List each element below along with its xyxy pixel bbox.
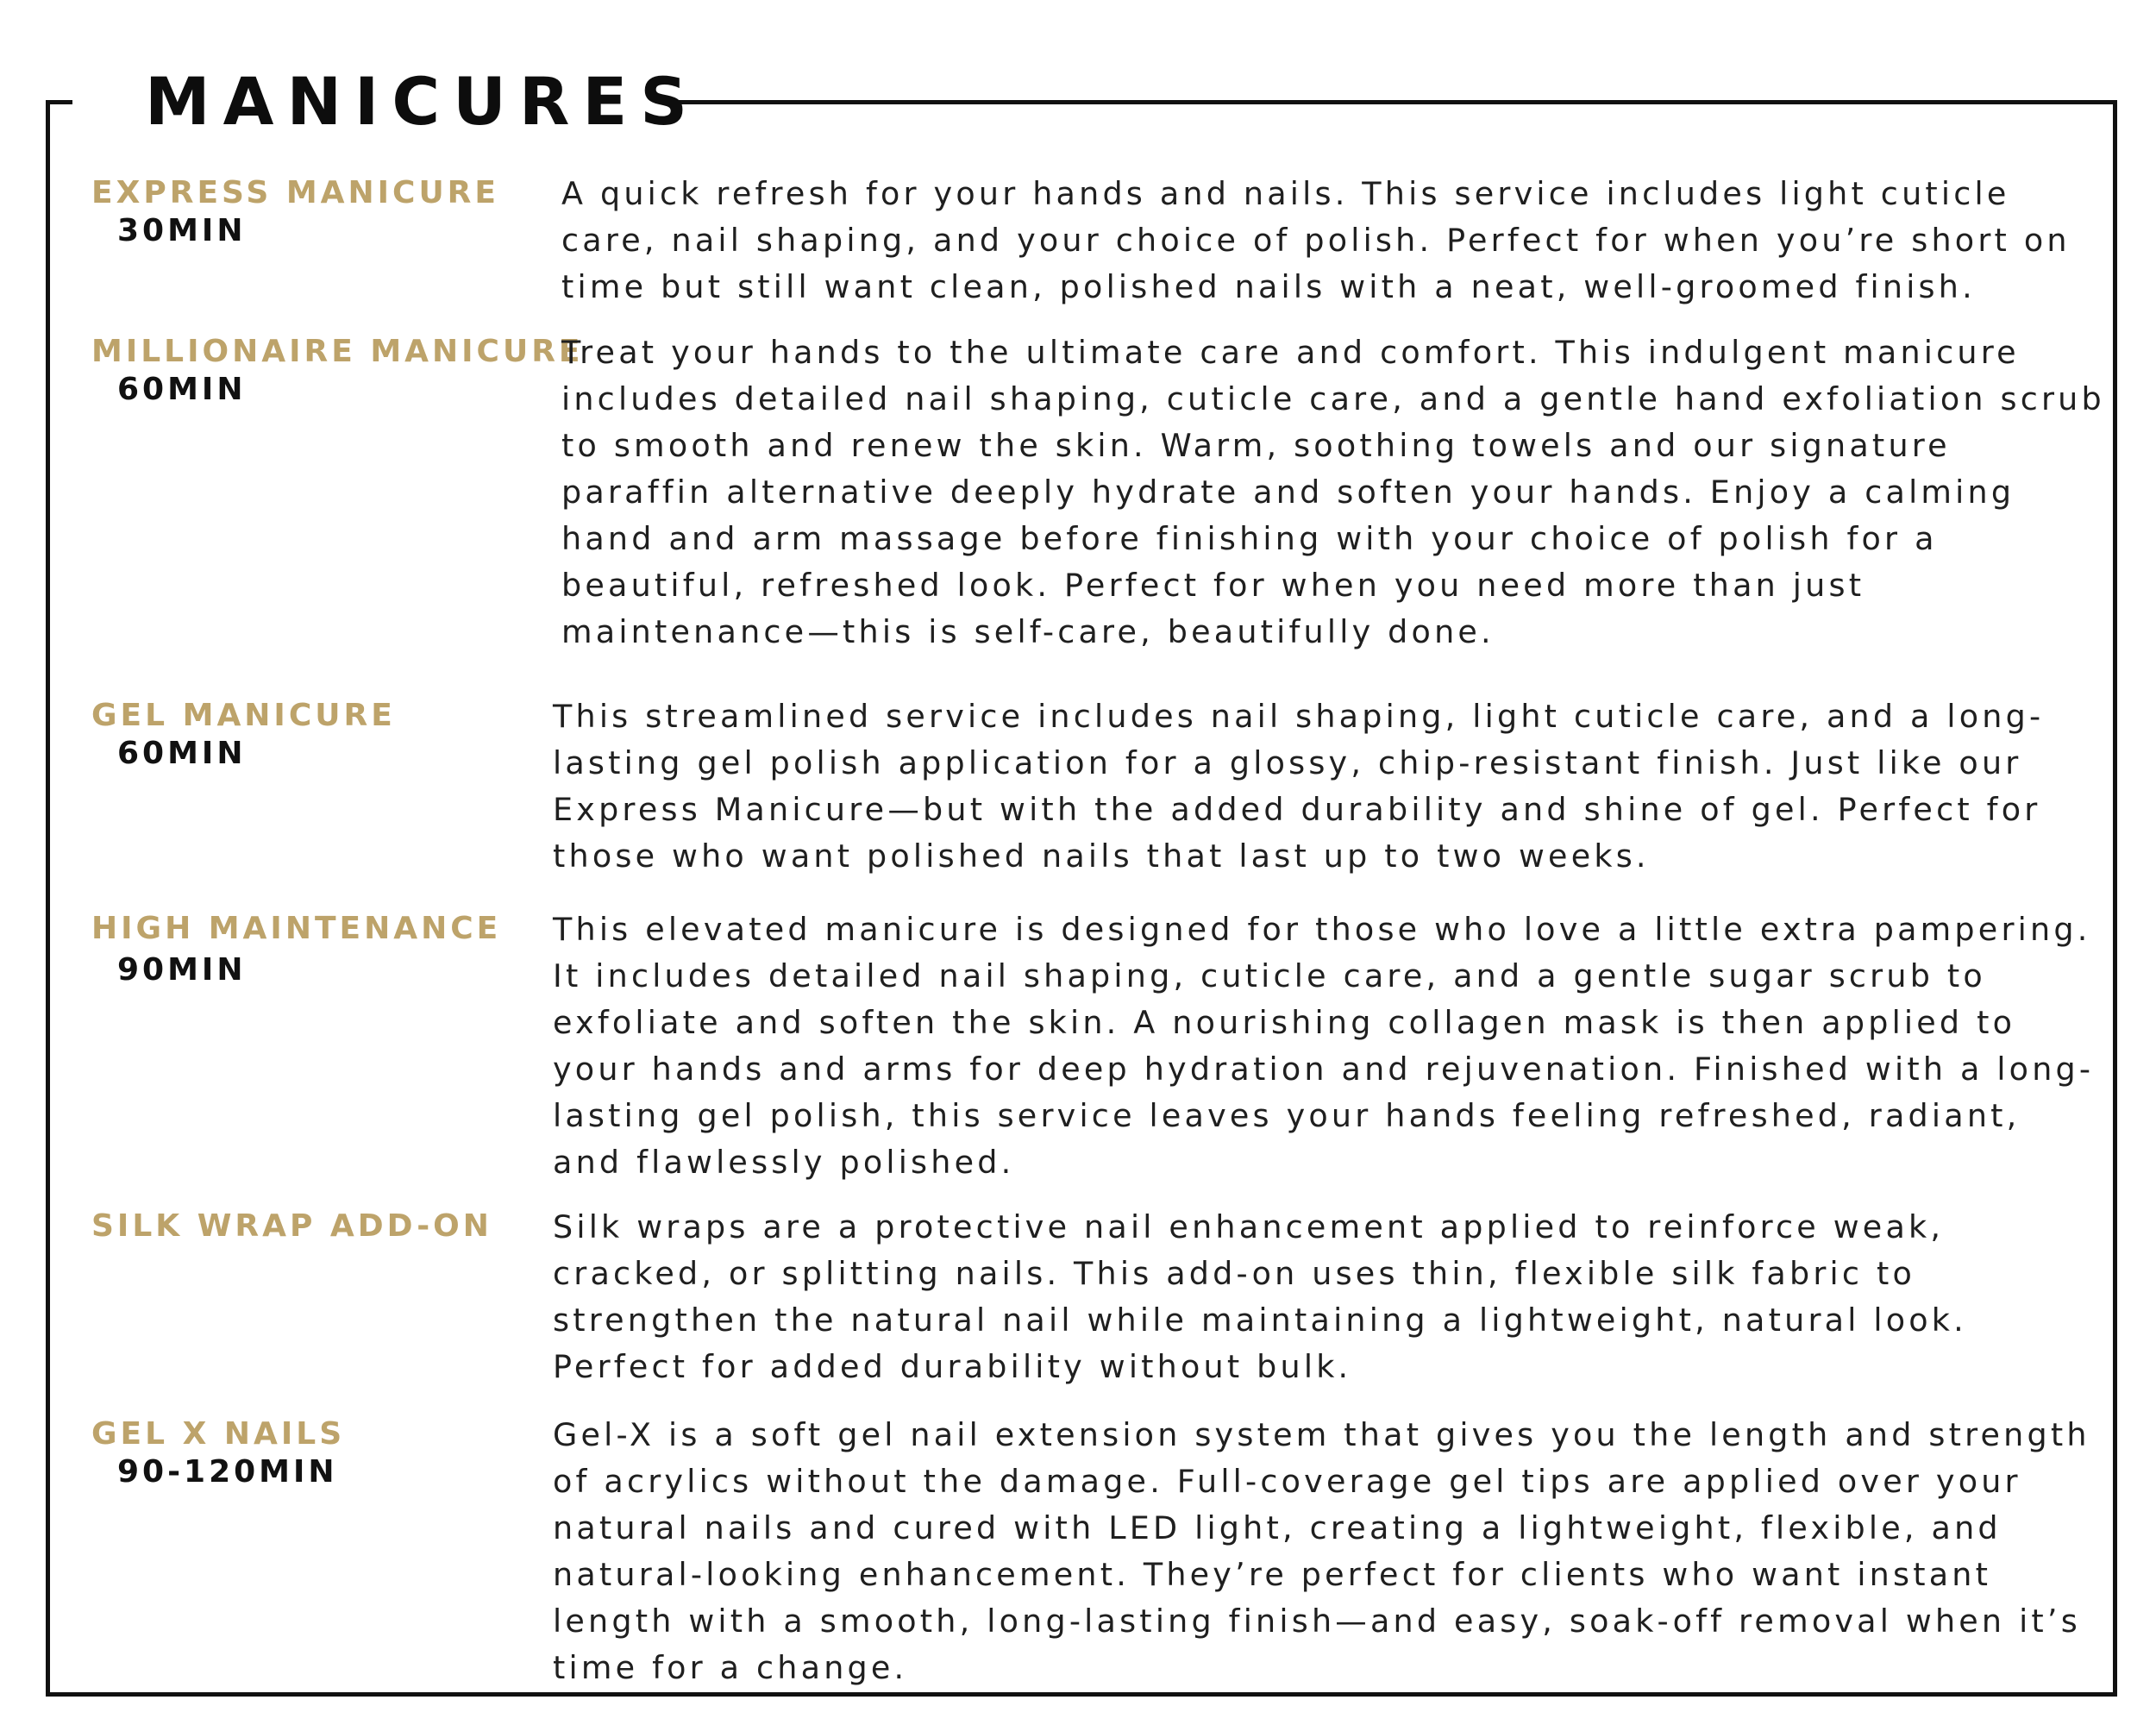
service-description: Silk wraps are a protective nail enhancement applied to reinforce weak, cracked, or splitting nails. This add-on uses thin, flexible silk fabric to strengthen the natural nail while maintaining a lightweight, natural look. Perfect for added durability without bulk. [553,1208,1967,1385]
service-description: Treat your hands to the ultimate care and comfort. This indulgent manicure includes detailed nail shaping, cuticle care, and a gentle hand exfoliation scrub to smooth and renew the skin. Warm, soothing towels and our signature paraffin alternative deeply hydrate and soften your hands. Enjoy a calming hand and arm massage before finishing with your choice of polish for a beautiful, refreshed look. Perfect for when you need more than just maintenance—this is self-care, beautifully done. [561,334,2105,650]
service-name: EXPRESS MANICURE [91,175,499,210]
page-title: MANICURES [145,63,700,140]
service-name: HIGH MAINTENANCE [91,911,502,946]
service-duration: 90MIN [117,952,247,988]
service-duration: 60MIN [117,372,247,407]
service-duration: 60MIN [117,736,247,771]
service-name: MILLIONAIRE MANICURE [91,334,584,369]
service-name: GEL MANICURE [91,698,396,733]
service-description: Gel-X is a soft gel nail extension system that gives you the length and strength of acrylics without the damage. Full-coverage gel tips are applied over your natural nails and cured with LED light, creating a lightweight, flexible, and natural-looking enhancement. They’re perfect for clients who want instant length with a smooth, long-lasting finish—and easy, soak-off removal when it’s time for a change. [553,1416,2090,1686]
service-duration: 30MIN [117,213,247,248]
service-description: This elevated manicure is designed for those who love a little extra pampering. It includes detailed nail shaping, cuticle care, and a gentle sugar scrub to exfoliate and soften the skin. A nourishing collagen mask is then applied to your hands and arms for deep hydration and rejuvenation. Finished with a long-lasting gel polish, this service leaves your hands feeling refreshed, radiant, and flawlessly polished. [553,911,2095,1181]
service-description: This streamlined service includes nail shaping, light cuticle care, and a long-lasting gel polish application for a glossy, chip-resistant finish. Just like our Express Manicure—but with the added durability and shine of gel. Perfect for those who want polished nails that last up to two weeks. [553,698,2045,875]
service-duration: 90-120MIN [117,1454,338,1490]
service-name: SILK WRAP ADD-ON [91,1208,492,1244]
service-name: GEL X NAILS [91,1416,346,1452]
service-description: A quick refresh for your hands and nails. This service includes light cuticle care, nail shaping, and your choice of polish. Perfect for when you’re short on time but still want clean, polished nails with a neat, well-groomed finish. [561,175,2071,305]
